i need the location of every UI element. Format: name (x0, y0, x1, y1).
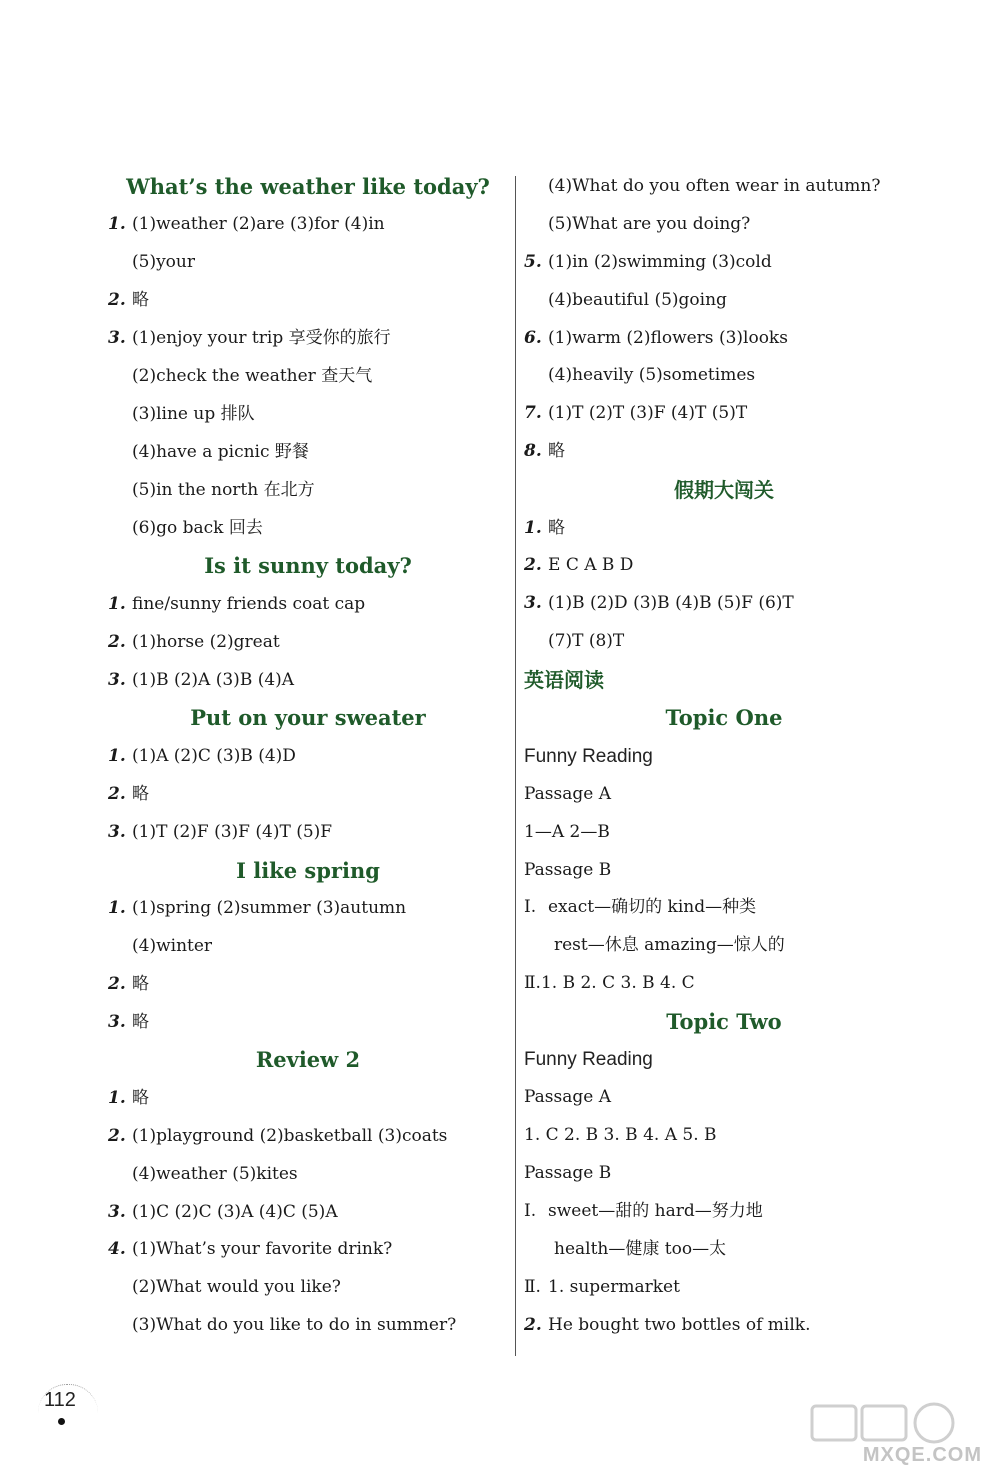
answer-text: 略 (548, 517, 565, 538)
answer-line (108, 776, 508, 814)
question-number: 3. (524, 593, 542, 614)
answer-text: 1. supermarket (548, 1276, 680, 1297)
section-roman-numeral: Ⅱ. (524, 1276, 541, 1297)
answer-line (524, 585, 944, 623)
answer-text: 略 (132, 1011, 149, 1032)
answer-line (108, 206, 508, 244)
question-number: 3. (108, 821, 126, 842)
question-number: 3. (108, 1011, 126, 1032)
answer-line (524, 1269, 944, 1307)
question-number: 3. (108, 328, 126, 349)
text-line: Passage B (524, 859, 612, 880)
answer-text: (1)B (2)A (3)B (4)A (132, 669, 295, 690)
question-number: 8. (524, 441, 542, 462)
answer-text: sweet—甜的 hard—努力地 (548, 1201, 763, 1222)
answer-text: 略 (132, 783, 149, 804)
answer-line (524, 1307, 944, 1345)
answer-line-continued: (5)What are you doing? (548, 213, 751, 234)
answer-text: (1)playground (2)basketball (3)coats (132, 1125, 448, 1146)
answer-text: 略 (132, 973, 149, 994)
section-roman-numeral: Ⅰ. (524, 897, 537, 918)
section-heading: I like spring (236, 857, 380, 883)
answer-line (108, 1080, 508, 1118)
answer-line (108, 1004, 508, 1042)
answer-line (108, 738, 508, 776)
answer-line (108, 320, 508, 358)
answer-line (108, 814, 508, 852)
answer-line-continued: (4)weather (5)kites (132, 1163, 298, 1184)
section-heading: 假期大闯关 (674, 478, 774, 503)
question-number: 7. (524, 403, 542, 424)
answer-text: (1)T (2)F (3)F (4)T (5)F (132, 821, 333, 842)
question-number: 4. (108, 1239, 126, 1260)
question-number: 3. (108, 669, 126, 690)
answer-line-continued: (6)go back 回去 (132, 517, 263, 538)
answer-line-continued: (4)heavily (5)sometimes (548, 365, 756, 386)
answer-text: (1)T (2)T (3)F (4)T (5)T (548, 403, 748, 424)
answer-line (108, 662, 508, 700)
answer-text: (1)C (2)C (3)A (4)C (5)A (132, 1201, 338, 1222)
text-line: Passage A (524, 1087, 612, 1108)
answer-line-continued: (4)beautiful (5)going (548, 289, 727, 310)
question-number: 1. (108, 897, 126, 918)
text-line: Passage B (524, 1163, 612, 1184)
text-line: Passage A (524, 783, 612, 804)
question-number: 1. (108, 745, 126, 766)
section-roman-numeral: Ⅰ. (524, 1201, 537, 1222)
answer-text: 略 (132, 290, 149, 311)
answer-line (524, 395, 944, 433)
text-line: 1—A 2—B (524, 821, 610, 842)
answer-line-continued: (3)line up 排队 (132, 403, 255, 424)
page-number-dot (58, 1418, 65, 1425)
answer-text: E C A B D (548, 555, 634, 576)
answer-text: (1)B (2)D (3)B (4)B (5)F (6)T (548, 593, 794, 614)
answer-line-continued: (4)What do you often wear in autumn? (548, 176, 881, 196)
answer-line (108, 1231, 508, 1269)
question-number: 6. (524, 327, 542, 348)
answer-text: (1)weather (2)are (3)for (4)in (132, 214, 385, 235)
answer-text: 略 (132, 1087, 149, 1108)
answer-text: (1)A (2)C (3)B (4)D (132, 745, 296, 766)
section-heading: Topic One (665, 705, 783, 731)
subheading: Funny Reading (524, 1049, 653, 1071)
section-heading: Topic Two (666, 1009, 782, 1035)
answer-text: fine/sunny friends coat cap (132, 593, 366, 614)
answer-line-continued: (2)check the weather 查天气 (132, 365, 373, 386)
answer-text: (1)spring (2)summer (3)autumn (132, 897, 407, 918)
answer-line-continued: (4)have a picnic 野餐 (132, 441, 309, 462)
question-number: 3. (108, 1201, 126, 1222)
answer-text: (1)warm (2)flowers (3)looks (548, 327, 788, 348)
section-heading: Is it sunny today? (204, 553, 412, 579)
answer-text: (1)in (2)swimming (3)cold (548, 251, 772, 272)
answer-line (524, 547, 944, 585)
answer-text: exact—确切的 kind—种类 (548, 897, 757, 918)
text-line: Ⅱ.1. B 2. C 3. B 4. C (524, 973, 695, 994)
question-number: 1. (108, 593, 126, 614)
question-number: 1. (524, 517, 542, 538)
watermark-logo-icon (782, 1398, 982, 1444)
answer-line (108, 624, 508, 662)
answer-line-continued: rest—休息 amazing—惊人的 (554, 935, 785, 956)
answer-text: (1)What’s your favorite drink? (132, 1239, 393, 1260)
right-column (524, 168, 944, 1345)
answer-line (108, 890, 508, 928)
section-heading: What’s the weather like today? (126, 174, 490, 199)
answer-text: 略 (548, 441, 565, 462)
answer-text: (1)horse (2)great (132, 631, 280, 652)
answer-line (108, 966, 508, 1004)
subheading: Funny Reading (524, 745, 653, 767)
watermark (782, 1398, 982, 1468)
answer-line-continued: (2)What would you like? (132, 1277, 341, 1298)
answer-line (108, 1118, 508, 1156)
answer-text: He bought two bottles of milk. (548, 1314, 811, 1335)
column-divider (515, 176, 516, 1356)
answer-line (524, 889, 944, 927)
answer-line (524, 244, 944, 282)
question-number: 2. (524, 555, 542, 576)
question-number: 5. (524, 251, 542, 272)
page-number: 112 (44, 1389, 76, 1411)
section-heading: Put on your sweater (190, 705, 426, 731)
left-column (108, 168, 508, 1345)
answer-line (524, 1193, 944, 1231)
answer-line-continued: (4)winter (132, 935, 213, 956)
answer-line (524, 433, 944, 471)
question-number: 2. (108, 290, 126, 311)
question-number: 1. (108, 1087, 126, 1108)
answer-line-continued: (7)T (8)T (548, 631, 625, 652)
text-line: 1. C 2. B 3. B 4. A 5. B (524, 1125, 717, 1146)
question-number: 2. (108, 783, 126, 804)
answer-line (108, 586, 508, 624)
answer-line (108, 1194, 508, 1232)
answer-line-continued: (5)in the north 在北方 (132, 479, 315, 500)
answer-line-continued: health—健康 too—太 (554, 1238, 727, 1259)
question-number: 2. (108, 631, 126, 652)
answer-line-continued: (3)What do you like to do in summer? (132, 1315, 457, 1336)
answer-line-continued: (5)your (132, 252, 195, 273)
question-number: 1. (108, 214, 126, 235)
answer-line (524, 510, 944, 548)
category-heading: 英语阅读 (524, 668, 604, 693)
answer-line (108, 282, 508, 320)
watermark-text: MXQE.COM (862, 1444, 982, 1466)
answer-line (524, 320, 944, 358)
question-number: 2. (524, 1314, 542, 1335)
section-heading: Review 2 (255, 1047, 361, 1073)
answer-text: (1)enjoy your trip 享受你的旅行 (132, 328, 391, 349)
question-number: 2. (108, 973, 126, 994)
question-number: 2. (108, 1125, 126, 1146)
